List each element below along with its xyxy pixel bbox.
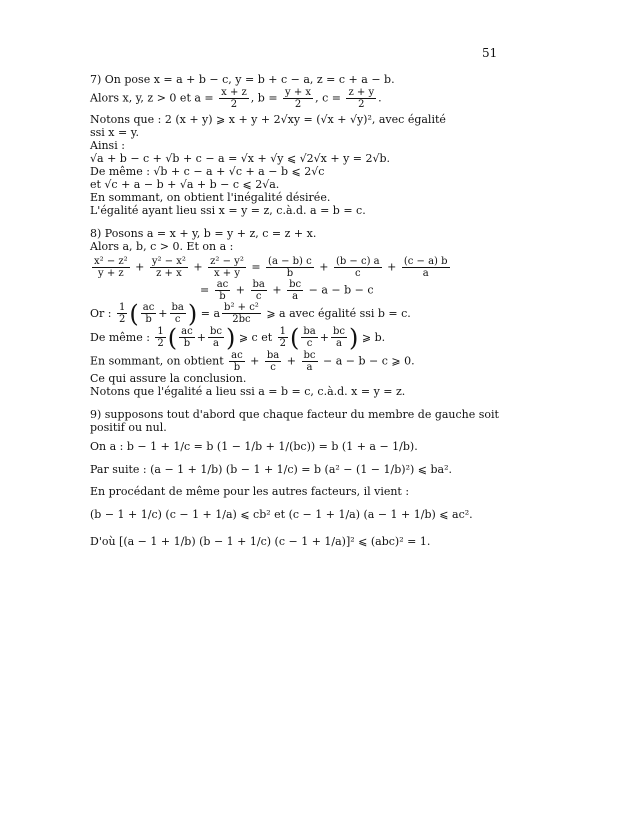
fraction-g2: $\frac{(b - c) a}{c}$ xyxy=(335,255,380,279)
or-tail: ⩾ a avec égalité ssi b = c. xyxy=(266,306,411,320)
b-label: , b = xyxy=(250,91,278,105)
fraction-f2: $\frac{\text{y² − x²}}{z + x}$ xyxy=(151,255,186,279)
fraction-f3: $\frac{\text{z² − y²}}{x + y}$ xyxy=(210,255,244,279)
s7-line-7: De même : √b + c − a + √c + a − b ⩽ 2√c xyxy=(90,164,325,178)
s9-line-3: On a : b − 1 + 1/c = b (1 − 1/b + 1/(bc)) = b (1 + a − 1/b). xyxy=(90,439,418,453)
sum-tail: − a − b − c ⩾ 0. xyxy=(323,354,415,368)
fraction-or-rhs: $\frac{\text{b² + c²}}{2bc}$ xyxy=(224,302,259,326)
s7-line-8: et √c + a − b + √a + b − c ⩽ 2√a. xyxy=(90,177,280,191)
page-content xyxy=(90,74,530,549)
s8-equality: Notons que l'égalité a lieu ssi a = b = c, c.à.d. x = y = z. xyxy=(90,384,406,398)
c-label: , c = xyxy=(315,91,341,105)
s7-line-6: √a + b − c + √b + c − a = √x + √y ⩽ √2√x + y = 2√b. xyxy=(90,151,391,165)
fraction-or-ba: $\frac{ba}{c}$ xyxy=(171,302,184,326)
s8-line-1: 8) Posons a = x + y, b = y + z, c = z + x. xyxy=(90,226,317,240)
s7-line-10: L'égalité ayant lieu ssi x = y = z, c.à.d. a = b = c. xyxy=(90,203,366,217)
or-label: Or : xyxy=(90,306,112,320)
s7-line-5: Ainsi : xyxy=(90,138,125,152)
fraction-f1: $\frac{\text{x² − z²}}{y + z}$ xyxy=(94,255,128,279)
fraction-h1: $\frac{ac}{b}$ xyxy=(216,278,229,302)
fraction-g1: $\frac{(a - b) c}{b}$ xyxy=(268,255,312,279)
s7-line-1: 7) On pose x = a + b − c, y = b + c − a, z = c + a − b. xyxy=(90,73,395,86)
s9-line-4: Par suite : (a − 1 + 1/b) (b − 1 + 1/c) = b (a² − (1 − 1/b)²) ⩽ ba². xyxy=(90,462,452,476)
fraction-a: $\frac{x + z}{2}$ xyxy=(221,86,247,110)
s9-line-6: (b − 1 + 1/c) (c − 1 + 1/a) ⩽ cb² et (c − 1 + 1/a) (a − 1 + 1/b) ⩽ ac². xyxy=(90,508,473,522)
h-tail: − a − b − c xyxy=(308,283,374,297)
s7-alors-text: Alors x, y, z > 0 et a = xyxy=(90,91,214,105)
s8-de-meme-line: De même : $\frac{1}{2}$ ( $\frac{ac}{b}$ + $\frac{bc}{a}$ ) ⩾ c et $\frac{1}{2}$ ( $\frac{ba}{c}$ + $\frac{bc}{a}$ ) ⩾ b. xyxy=(90,323,386,352)
de-meme-label: De même : xyxy=(90,330,150,344)
s9-line-5: En procédant de même pour les autres facteurs, il vient : xyxy=(90,485,410,499)
fraction-or-ac: $\frac{ac}{b}$ xyxy=(142,302,155,326)
s8-equation-1: $\frac{\text{x² − z²}}{y + z}$ + $\frac{\text{y² − x²}}{z + x}$ + $\frac{\text{z² − y²}}{x + y}$ = $\frac{(a - b) c}{b}$ + $\frac{(b - c) a}{c}$ + $\frac{(c - a) b}{a}$ xyxy=(94,255,448,279)
fraction-h2: $\frac{ba}{c}$ xyxy=(252,278,265,302)
de-meme-mid: ⩾ c et xyxy=(238,330,273,344)
s7-line-2: Alors x, y, z > 0 et a = $\frac{x + z}{2}$ , b = $\frac{y + x}{2}$ , c = $\frac{z + y}{2}$ . xyxy=(90,86,382,110)
s8-line-2: Alors a, b, c > 0. Et on a : xyxy=(90,239,234,253)
s9-line-1: 9) supposons tout d'abord que chaque facteur du membre de gauche soit xyxy=(90,407,499,421)
sum-label: En sommant, on obtient xyxy=(90,354,224,368)
page-number: 51 xyxy=(482,46,498,60)
s9-line-7: D'où [(a − 1 + 1/b) (b − 1 + 1/c) (c − 1 + 1/a)]² ⩽ (abc)² = 1. xyxy=(90,535,431,549)
de-meme-tail: ⩾ b. xyxy=(361,330,386,344)
fraction-b: $\frac{y + x}{2}$ xyxy=(285,86,312,110)
s8-or-line: Or : $\frac{1}{2}$ ( $\frac{ac}{b}$ + $\frac{ba}{c}$ ) = a $\frac{\text{b² + c²}}{2bc}$ ⩾ a avec égalité ssi b = c. xyxy=(90,299,411,328)
s7-line-4: ssi x = y. xyxy=(90,125,139,139)
fraction-h3: $\frac{bc}{a}$ xyxy=(289,278,302,302)
fraction-half-1: $\frac{1}{2}$ xyxy=(118,302,126,326)
s9-line-2: positif ou nul. xyxy=(90,420,167,434)
s8-sum-line: En sommant, on obtient $\frac{ac}{b}$ + $\frac{ba}{c}$ + $\frac{bc}{a}$ − a − b − c ⩾ 0. xyxy=(90,349,415,373)
s7-line-9: En sommant, on obtient l'inégalité désirée. xyxy=(90,190,331,204)
s8-conclusion: Ce qui assure la conclusion. xyxy=(90,371,247,385)
fraction-c: $\frac{z + y}{2}$ xyxy=(348,86,375,110)
s7-line-3: Notons que : 2 (x + y) ⩾ x + y + 2√xy = (√x + √y)², avec égalité xyxy=(90,112,446,126)
fraction-g3: $\frac{(c - a) b}{a}$ xyxy=(403,255,448,279)
s8-equation-2: = $\frac{ac}{b}$ + $\frac{ba}{c}$ + $\frac{bc}{a}$ − a − b − c xyxy=(200,278,374,302)
